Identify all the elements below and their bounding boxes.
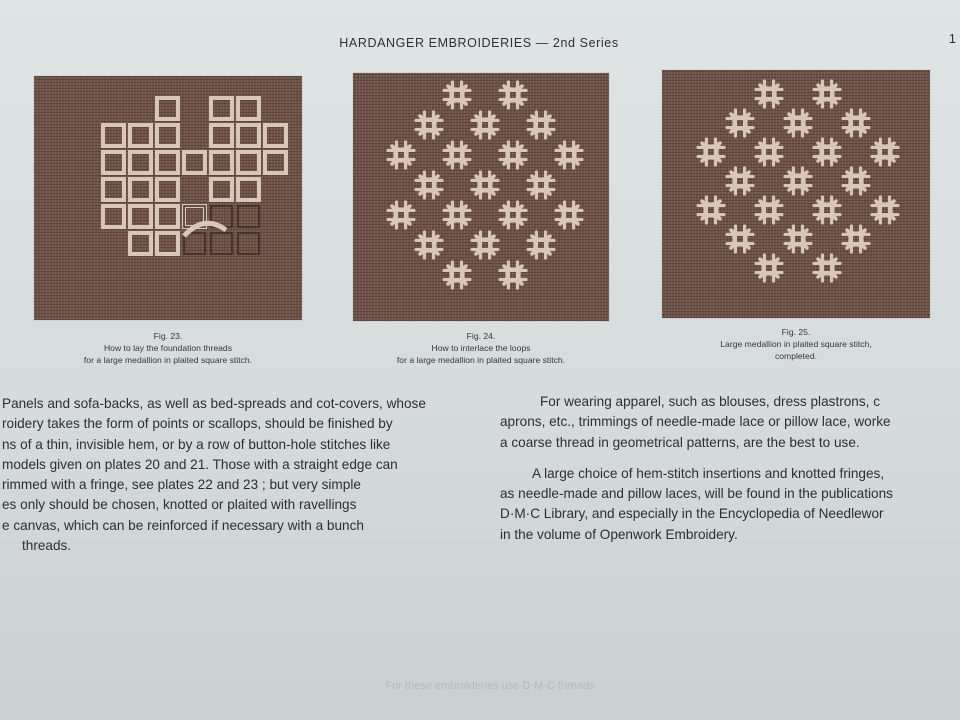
left-line: e canvas, which can be reinforced if necessary with a bunch	[2, 517, 364, 533]
left-line: Panels and sofa-backs, as well as bed-spreads and cot-covers, whose	[2, 396, 426, 411]
figure-24-label: Fig. 24.	[466, 331, 496, 341]
left-line: threads.	[22, 538, 72, 554]
right-para1-line: For wearing apparel, such as blouses, dress plastrons, c	[540, 394, 881, 409]
page-header: HARDANGER EMBROIDERIES — 2nd Series	[339, 36, 619, 50]
faint-footer-text: For these embroideries use D·M·C threads	[385, 680, 595, 692]
figure-23-caption	[34, 330, 302, 366]
right-column-text	[500, 392, 958, 545]
left-line: rimmed with a fringe, see plates 22 and 23 ; but very simple	[2, 477, 361, 493]
right-para2-line: in the volume of Openwork Embroidery.	[500, 526, 738, 542]
figure-24-caption	[353, 330, 609, 366]
right-para2-line: as needle-made and pillow laces, will be found in the publications	[500, 486, 893, 502]
left-line: ns of a thin, invisible hem, or by a row of button-hole stitches like	[2, 436, 391, 452]
page-number: 1	[948, 31, 956, 46]
figure-25-caption-line1: Large medallion in plaited square stitch,	[720, 339, 872, 349]
figure-25-label: Fig. 25.	[781, 327, 811, 337]
figure-25-caption-line2: completed.	[774, 351, 818, 361]
figure-24-image	[353, 73, 609, 321]
right-para1-line: aprons, etc., trimmings of needle-made lace or pillow lace, worke	[500, 414, 891, 430]
figure-23-caption-line2: for a large medallion in plaited square stitch.	[83, 355, 253, 365]
figure-23-image	[34, 76, 302, 320]
right-para2-line: D·M·C Library, and especially in the Encyclopedia of Needlewor	[500, 506, 884, 522]
figure-23-label: Fig. 23.	[153, 331, 183, 341]
figure-24-caption-line1: How to interlace the loops	[431, 343, 531, 353]
figure-25-image	[662, 70, 930, 318]
left-column-text	[2, 394, 464, 556]
right-para1-line: a coarse thread in geometrical patterns, are the best to use.	[500, 434, 860, 450]
figure-25-caption	[662, 326, 930, 362]
left-line: models given on plates 20 and 21. Those with a straight edge can	[2, 456, 398, 472]
right-para2-line: A large choice of hem-stitch insertions and knotted fringes,	[532, 465, 885, 481]
left-line: es only should be chosen, knotted or plaited with ravellings	[2, 497, 357, 513]
figure-23-caption-line1: How to lay the foundation threads	[103, 343, 233, 353]
figure-24-caption-line2: for a large medallion in plaited square stitch.	[396, 355, 566, 365]
left-line: roidery takes the form of points or scallops, should be finished by	[2, 416, 393, 432]
